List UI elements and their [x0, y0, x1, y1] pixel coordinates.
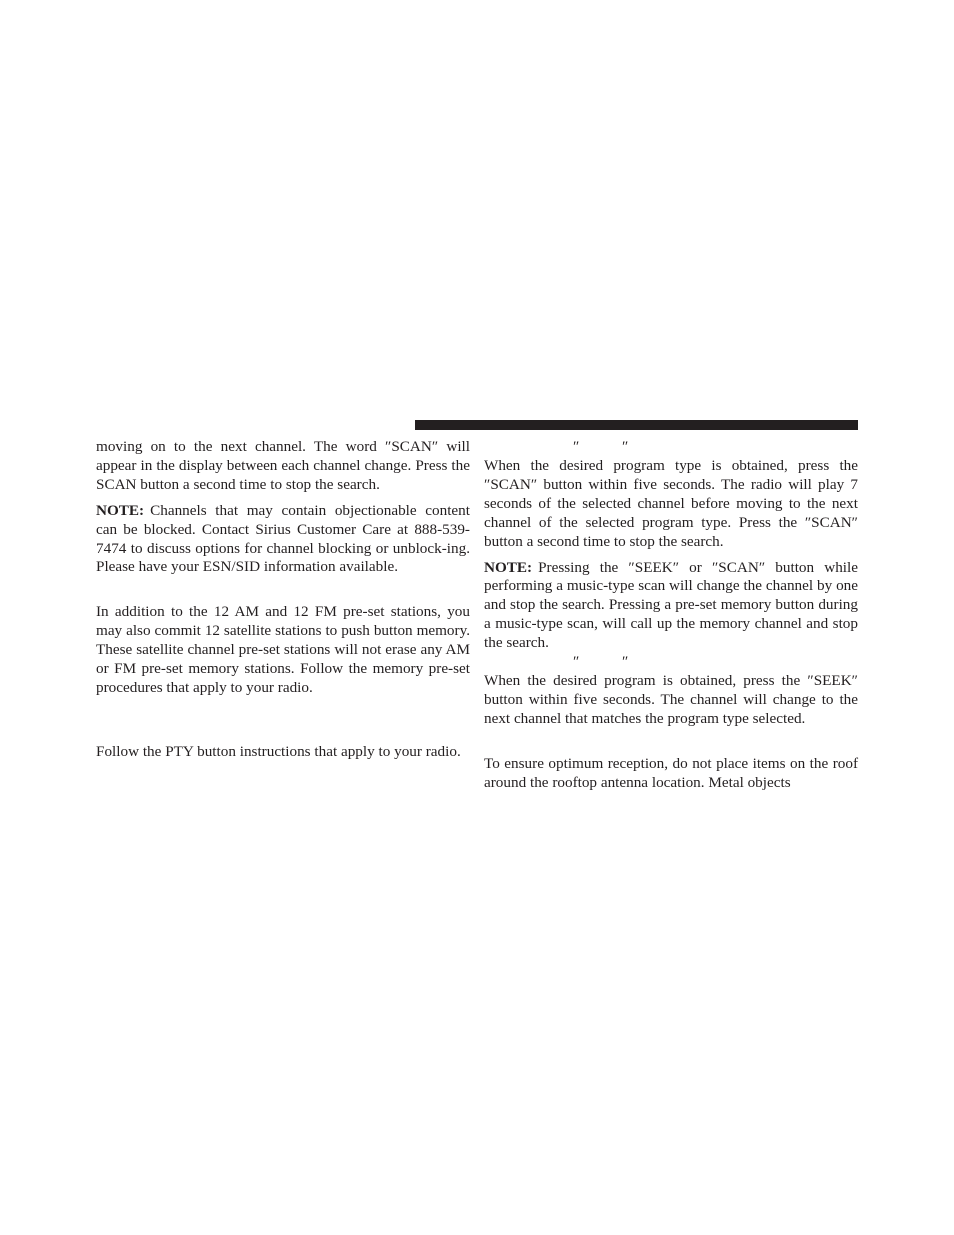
right-column: [484, 438, 858, 793]
note-objectionable-content: [96, 502, 470, 578]
paragraph-scan-program-type: When the desired program type is obtained, press the ″SCAN″ button within five seconds. The radio will play 7 seconds of the selected channel before moving to the next channel of the selected program type. Press the ″SCAN″ button a second time to stop the search.: [484, 457, 858, 550]
note-text: Channels that may contain objectionable content can be blocked. Contact Sirius Customer Care at 888-539-7474 to discuss options for channel blocking or unblock-ing. Please have your ESN/SID information available.: [96, 501, 470, 576]
left-column: [96, 438, 470, 762]
quote-mark: ″: [622, 653, 629, 671]
heading-seek-stub: [484, 653, 858, 672]
paragraph-seek-program: When the desired program is obtained, press the ″SEEK″ button within five seconds. The channel will change to the next channel that matches the program type selected.: [484, 672, 858, 727]
note-text: Pressing the ″SEEK″ or ″SCAN″ button while performing a music-type scan will change the channel by one and stop the search. Pressing a pre-set memory button during a music-type scan, will call up the memory channel and stop the search.: [484, 558, 858, 652]
quote-mark: ″: [622, 438, 629, 455]
paragraph-pty-instructions: Follow the PTY button instructions that apply to your radio.: [96, 742, 461, 760]
note-seek-scan: [484, 559, 858, 654]
paragraph-satellite-presets: In addition to the 12 AM and 12 FM pre-set stations, you may also commit 12 satellite stations to push button memory. These satellite channel pre-set stations will not erase any AM or FM pre-set memory stations. Follow the memory pre-set procedures that apply to your radio.: [96, 603, 470, 696]
section-header-bar: [415, 420, 858, 430]
quote-mark: ″: [573, 438, 580, 455]
heading-scan-stub: [484, 438, 858, 457]
paragraph-scan-continued: moving on to the next channel. The word ″SCAN″ will appear in the display between each channel change. Press the SCAN button a second time to stop the search.: [96, 438, 470, 493]
note-label: NOTE:: [96, 501, 145, 519]
paragraph-reception: To ensure optimum reception, do not place items on the roof around the rooftop antenna location. Metal objects: [484, 754, 858, 791]
note-label: NOTE:: [484, 558, 533, 576]
quote-mark: ″: [573, 653, 580, 671]
